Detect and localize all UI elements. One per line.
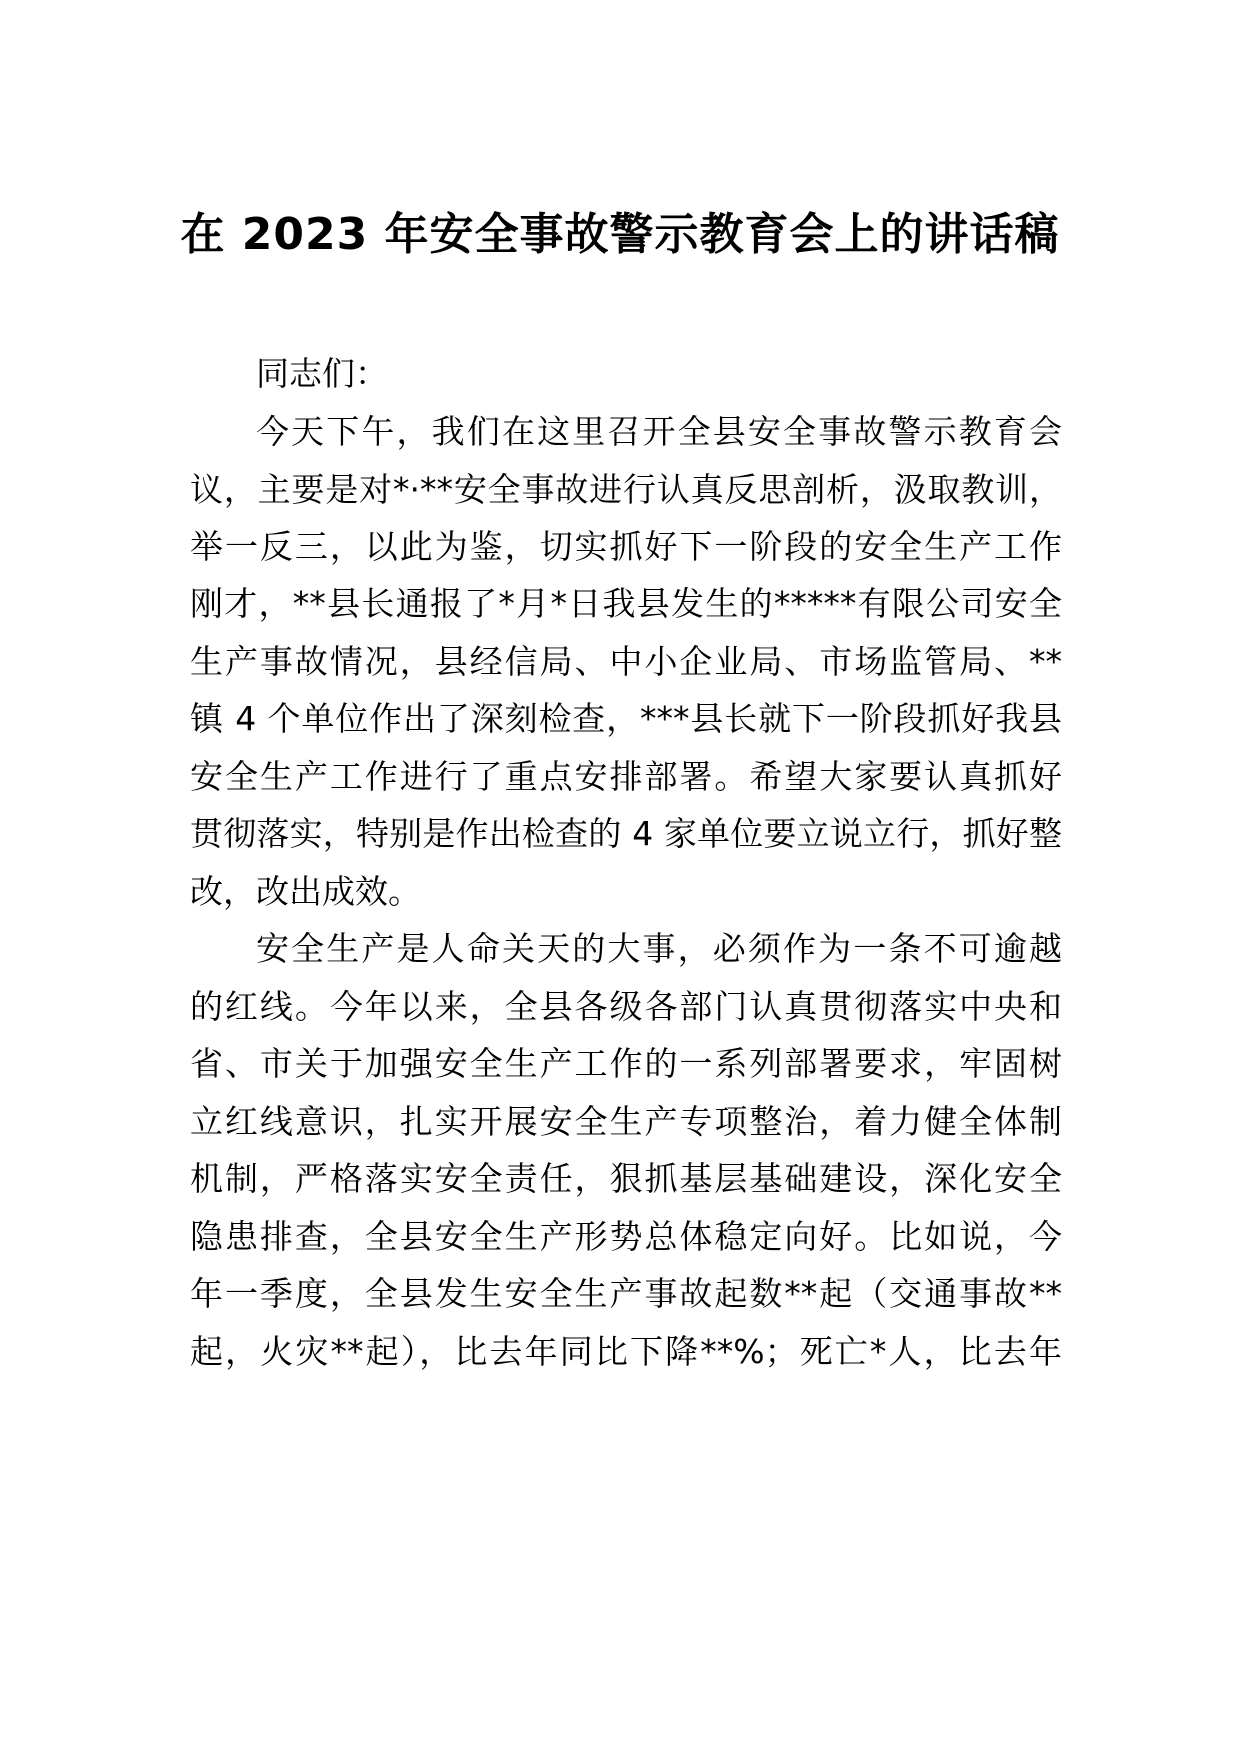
paragraph-line: 省、市关于加强安全生产工作的一系列部署要求，牢固树 <box>190 1044 1062 1083</box>
paragraph-line: 生产事故情况，县经信局、中小企业局、市场监管局、** <box>190 642 1062 681</box>
paragraph-line: 隐患排查，全县安全生产形势总体稳定向好。比如说，今 <box>190 1217 1062 1256</box>
paragraph-line: 安全生产工作进行了重点安排部署。希望大家要认真抓好 <box>190 757 1062 796</box>
paragraph-line: 机制，严格落实安全责任，狠抓基层基础建设，深化安全 <box>190 1159 1062 1198</box>
paragraph-line: 贯彻落实，特别是作出检查的 4 家单位要立说立行，抓好整 <box>190 814 1062 853</box>
paragraph-line: 刚才，**县长通报了*月*日我县发生的*****有限公司安全 <box>190 584 1062 623</box>
paragraph-line: 的红线。今年以来，全县各级各部门认真贯彻落实中央和 <box>190 987 1062 1026</box>
paragraph-line: 安全生产是人命关天的大事，必须作为一条不可逾越 <box>256 929 1062 968</box>
paragraph-line: 立红线意识，扎实开展安全生产专项整治，着力健全体制 <box>190 1102 1062 1141</box>
paragraph-line: 起，火灾**起），比去年同比下降**%；死亡*人，比去年 <box>190 1332 1062 1371</box>
paragraph-line: 今天下午，我们在这里召开全县安全事故警示教育会 <box>256 412 1062 451</box>
paragraph-line: 议，主要是对*·**安全事故进行认真反思剖析，汲取教训， <box>190 470 1062 509</box>
salutation: 同志们： <box>256 354 388 393</box>
document-title: 在 2023 年安全事故警示教育会上的讲话稿 <box>180 209 1060 260</box>
paragraph-line: 年一季度，全县发生安全生产事故起数**起（交通事故** <box>190 1274 1062 1313</box>
paragraph-line: 镇 4 个单位作出了深刻检查，***县长就下一阶段抓好我县 <box>190 699 1062 738</box>
paragraph-line: 改，改出成效。 <box>190 872 421 911</box>
paragraph-line: 举一反三，以此为鉴，切实抓好下一阶段的安全生产工作 <box>190 527 1062 566</box>
